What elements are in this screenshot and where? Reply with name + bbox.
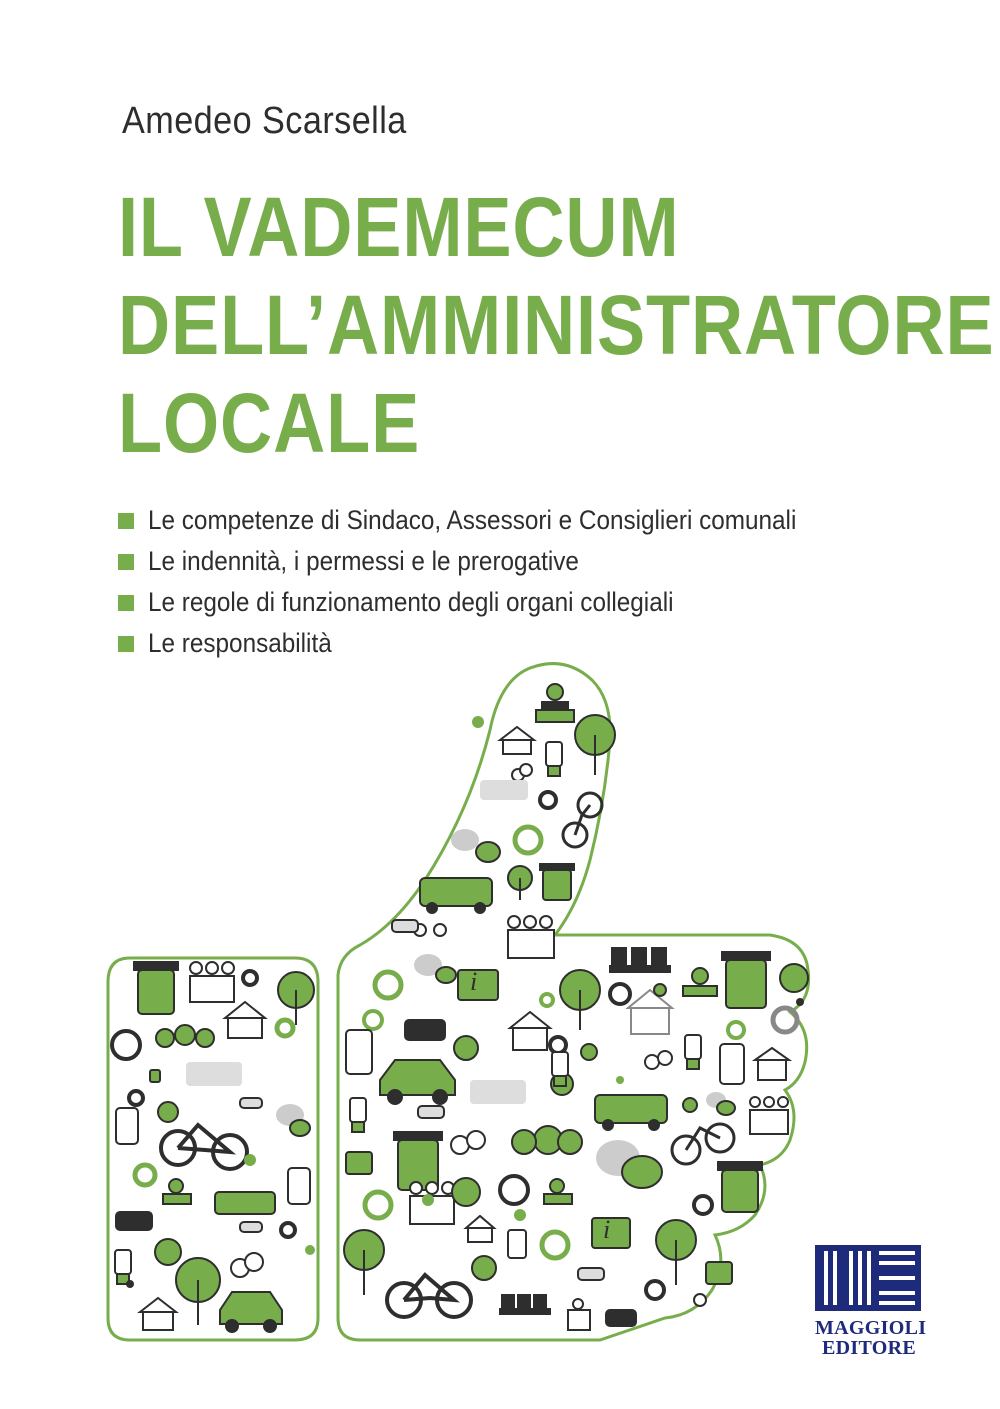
bullet-text: Le indennità, i permessi e le prerogative (148, 546, 579, 576)
people-group-icon (568, 1299, 590, 1330)
town-hall-icon (225, 1002, 265, 1038)
recycle-bin-icon (134, 962, 178, 1014)
maggioli-logo-icon (815, 1245, 921, 1311)
title-line-3: LOCALE (118, 376, 421, 470)
electric-car-icon (380, 1060, 455, 1104)
bus-icon (420, 878, 492, 913)
publisher-line-1: MAGGIOLI (815, 1317, 927, 1339)
electric-car-icon (220, 1292, 282, 1332)
tree-icon (560, 970, 600, 1030)
town-hall-icon (510, 1012, 550, 1050)
bullet-text: Le responsabilità (148, 628, 332, 658)
chat-icon (451, 829, 500, 862)
recycle-bin-icon (718, 1162, 762, 1212)
speaker-podium-icon (544, 1179, 572, 1204)
tree-icon (278, 972, 314, 1025)
chat-icon (596, 1140, 662, 1188)
chat-icon (706, 1092, 735, 1115)
town-hall-icon (466, 1216, 494, 1242)
icon-pattern (112, 684, 808, 1332)
tree-icon (508, 866, 532, 900)
info-icon (458, 967, 498, 1000)
light-bulb-icon (350, 1098, 366, 1132)
title-line-1: IL VADEMECUM (118, 180, 680, 274)
tree-icon (575, 715, 615, 775)
svg-text:i: i (470, 967, 478, 996)
bicycle-icon (387, 1275, 471, 1317)
town-hall-icon (500, 727, 534, 754)
speaker-podium-icon (163, 1179, 191, 1204)
book-title (118, 178, 995, 472)
recycle-bin-icon (722, 952, 770, 1008)
town-hall-icon (140, 1298, 176, 1330)
publisher-logo (815, 1245, 927, 1359)
light-bulb-icon (552, 1052, 568, 1086)
speaker-podium-icon (536, 684, 574, 722)
bullet-text: Le competenze di Sindaco, Assessori e Consiglieri comunali (148, 505, 797, 535)
bullet-list (118, 500, 868, 664)
town-hall-icon (755, 1048, 789, 1080)
people-group-icon (750, 1097, 788, 1134)
bullet-item (118, 541, 868, 582)
publisher-name (815, 1317, 927, 1359)
audience-icon (500, 1295, 550, 1314)
bicycle-icon (161, 1125, 247, 1169)
info-icon (592, 1215, 630, 1248)
tree-icon (176, 1258, 220, 1325)
title-line-2: DELL’AMMINISTRATORE (118, 278, 995, 372)
tree-icon (344, 1230, 384, 1295)
people-group-icon (190, 962, 234, 1002)
bullet-item (118, 500, 868, 541)
bullet-item (118, 582, 868, 623)
recycle-bin-icon (540, 864, 574, 900)
audience-icon (610, 948, 670, 972)
chat-icon (414, 954, 456, 983)
bullet-square-icon (118, 595, 134, 611)
tree-icon (512, 1126, 582, 1154)
publisher-line-2: EDITORE (822, 1337, 916, 1359)
speaker-podium-icon (683, 968, 717, 996)
tree-icon (156, 1025, 214, 1047)
recycle-icon (773, 1008, 797, 1032)
bullet-square-icon (118, 554, 134, 570)
bullet-square-icon (118, 513, 134, 529)
bus-icon (215, 1192, 275, 1214)
svg-text:i: i (603, 1215, 611, 1244)
bullet-text: Le regole di funzionamento degli organi collegiali (148, 587, 674, 617)
light-bulb-icon (115, 1250, 131, 1284)
people-group-icon (508, 916, 554, 958)
light-bulb-icon (685, 1035, 701, 1069)
chat-icon (276, 1104, 310, 1136)
tree-icon (656, 1220, 696, 1285)
author-name: Amedeo Scarsella (122, 100, 407, 142)
town-hall-icon (628, 990, 672, 1034)
light-bulb-icon (546, 742, 562, 776)
bicycle-icon (672, 1124, 734, 1164)
